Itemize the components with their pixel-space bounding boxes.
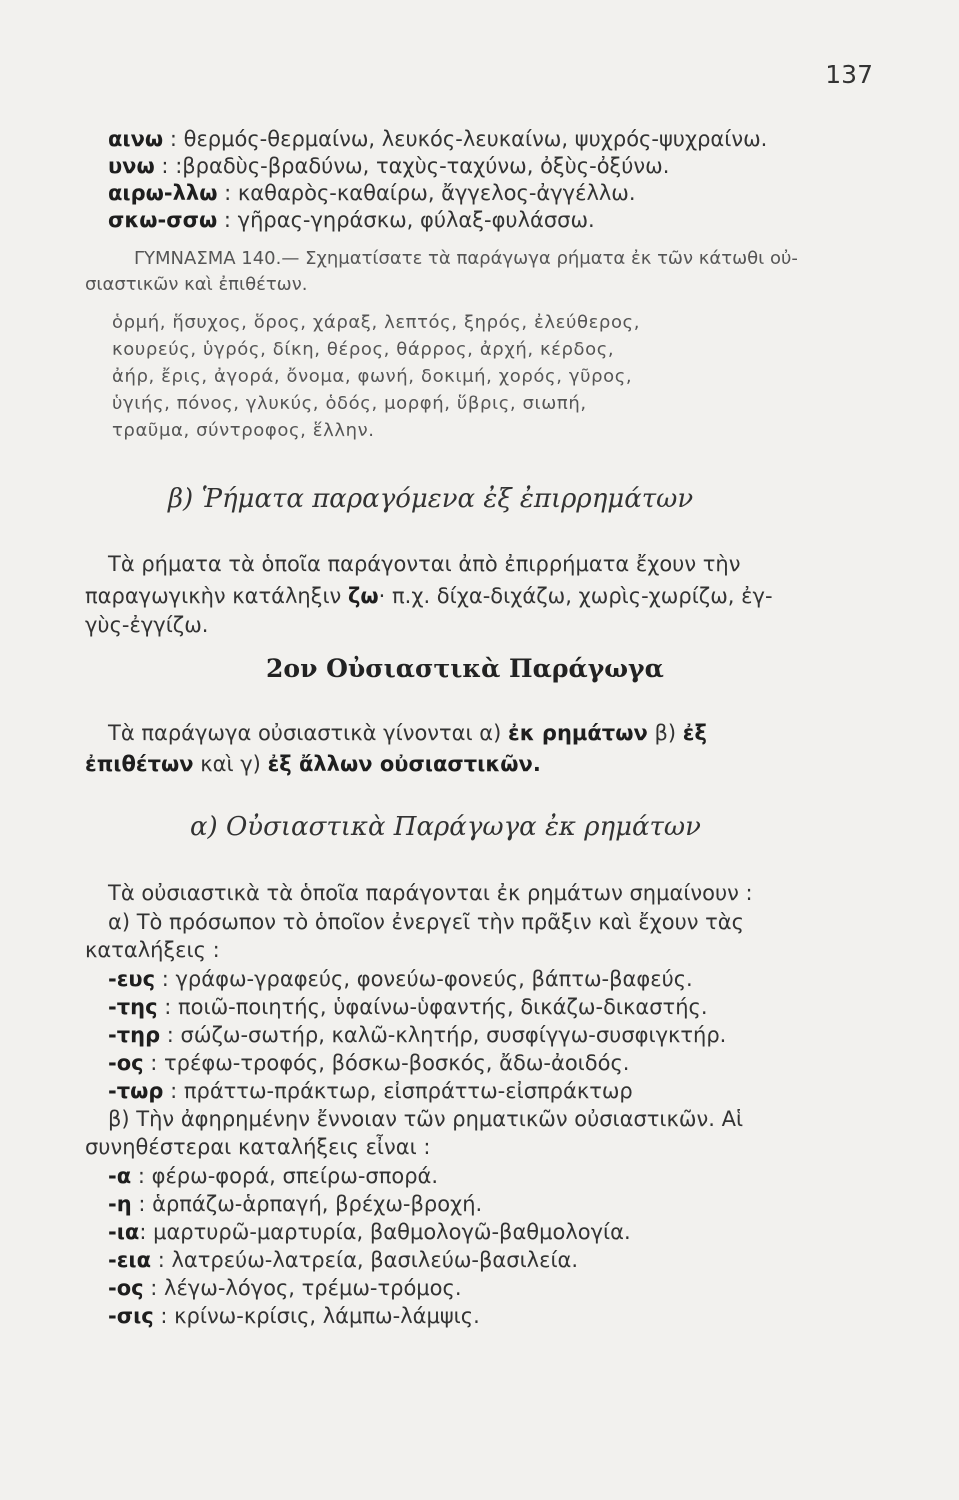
agent-suffix-line: -τηρ : σώζω-σωτήρ, καλῶ-κλητήρ, συσφίγγω-συσφιγκτήρ. bbox=[108, 1023, 727, 1047]
suffix-examples: :βραδὺς-βραδύνω, ταχὺς-ταχύνω, ὀξὺς-ὀξύνω. bbox=[175, 154, 670, 178]
abstract-suffix-line: -σις : κρίνω-κρίσις, λάμπω-λάμψις. bbox=[108, 1304, 480, 1328]
suffix-label: -ος bbox=[108, 1276, 144, 1300]
suffix-examples: καθαρὸς-καθαίρω, ἄγγελος-ἀγγέλλω. bbox=[237, 181, 636, 205]
exercise-word-line: ὁρμή, ἥσυχος, ὅρος, χάραξ, λεπτός, ξηρός, ἐλεύθερος, bbox=[112, 312, 641, 333]
suffix-label: -ος bbox=[108, 1051, 144, 1075]
verb-suffix-line: αινω : θερμός-θερμαίνω, λευκός-λευκαίνω, ψυχρός-ψυχραίνω. bbox=[108, 127, 768, 151]
intro-line-1: Τὰ παράγωγα οὐσιαστικὰ γίνονται α) ἐκ ρημάτων β) ἐξ bbox=[108, 721, 707, 745]
section-beta-paragraph-line-3: γὺς-ἐγγίζω. bbox=[85, 613, 209, 637]
suffix-label: υνω bbox=[108, 154, 155, 178]
exercise-word-line: κουρεύς, ὑγρός, δίκη, θέρος, θάρρος, ἀρχή, κέρδος, bbox=[112, 339, 615, 360]
suffix-examples: γῆρας-γηράσκω, φύλαξ-φυλάσσω. bbox=[237, 208, 595, 232]
section-alpha-line-3: καταλήξεις : bbox=[85, 938, 220, 962]
abstract-intro-line-1: β) Τὴν ἀφηρημένην ἔννοιαν τῶν ρηματικῶν οὐσιαστικῶν. Αἱ bbox=[108, 1107, 744, 1131]
verb-suffix-line: σκω-σσω : γῆρας-γηράσκω, φύλαξ-φυλάσσω. bbox=[108, 208, 595, 232]
abstract-intro-line-2: συνηθέστεραι καταλήξεις εἶναι : bbox=[85, 1135, 431, 1159]
abstract-suffix-line: -εια : λατρεύω-λατρεία, βασιλεύω-βασιλεία. bbox=[108, 1248, 579, 1272]
section-alpha-title: α) Οὐσιαστικὰ Παράγωγα ἐκ ρημάτων bbox=[190, 812, 701, 842]
abstract-suffix-line: -ος : λέγω-λόγος, τρέμω-τρόμος. bbox=[108, 1276, 462, 1300]
agent-suffix-line: -ος : τρέφω-τροφός, βόσκω-βοσκός, ἄδω-ἀοιδός. bbox=[108, 1051, 630, 1075]
intro-line-2: ἐπιθέτων καὶ γ) ἐξ ἄλλων οὐσιαστικῶν. bbox=[85, 752, 541, 776]
suffix-label: αινω bbox=[108, 127, 164, 151]
suffix-label: -τηρ bbox=[108, 1023, 161, 1047]
suffix-zo: ζω bbox=[347, 584, 379, 608]
agent-suffix-line: -ευς : γράφω-γραφεύς, φονεύω-φονεύς, βάπτω-βαφεύς. bbox=[108, 967, 693, 991]
suffix-label: -η bbox=[108, 1192, 132, 1216]
abstract-suffix-line: -η : ἁρπάζω-ἁρπαγή, βρέχω-βροχή. bbox=[108, 1192, 483, 1216]
agent-suffix-line: -της : ποιῶ-ποιητής, ὑφαίνω-ὑφαντής, δικάζω-δικαστής. bbox=[108, 995, 708, 1019]
verb-suffix-line: αιρω-λλω : καθαρὸς-καθαίρω, ἄγγελος-ἀγγέλλω. bbox=[108, 181, 636, 205]
abstract-suffix-line: -ια: μαρτυρῶ-μαρτυρία, βαθμολογῶ-βαθμολογία. bbox=[108, 1220, 631, 1244]
section-alpha-line-1: Τὰ οὐσιαστικὰ τὰ ὁποῖα παράγονται ἐκ ρημάτων σημαίνουν : bbox=[108, 881, 753, 905]
exercise-header-line-2: σιαστικῶν καὶ ἐπιθέτων. bbox=[85, 274, 308, 295]
suffix-label: -ευς bbox=[108, 967, 156, 991]
section-beta-paragraph-line-1: Τὰ ρήματα τὰ ὁποῖα παράγονται ἀπὸ ἐπιρρήματα ἔχουν τὴν bbox=[108, 552, 741, 576]
exercise-word-line: τραῦμα, σύντροφος, ἕλλην. bbox=[112, 420, 375, 441]
section-heading: 2ον Οὐσιαστικὰ Παράγωγα bbox=[266, 654, 664, 683]
page-number: 137 bbox=[825, 60, 873, 89]
verb-suffix-line: υνω : :βραδὺς-βραδύνω, ταχὺς-ταχύνω, ὀξὺς-ὀξύνω. bbox=[108, 154, 670, 178]
agent-suffix-line: -τωρ : πράττω-πράκτωρ, εἰσπράττω-εἰσπράκτωρ bbox=[108, 1079, 633, 1103]
exercise-header-line-1: ΓΥΜΝΑΣΜΑ 140.— Σχηματίσατε τὰ παράγωγα ρήματα ἐκ τῶν κάτωθι οὐ- bbox=[134, 248, 798, 269]
suffix-label: -ια bbox=[108, 1220, 140, 1244]
section-beta-paragraph-line-2: παραγωγικὴν κατάληξιν ζω· π.χ. δίχα-διχάζω, χωρὶς-χωρίζω, ἐγ- bbox=[85, 584, 773, 608]
section-beta-title: β) Ῥήματα παραγόμενα ἐξ ἐπιρρημάτων bbox=[168, 484, 694, 514]
section-alpha-line-2: α) Τὸ πρόσωπον τὸ ὁποῖον ἐνεργεῖ τὴν πρᾶξιν καὶ ἔχουν τὰς bbox=[108, 910, 744, 934]
suffix-label: -τωρ bbox=[108, 1079, 164, 1103]
abstract-suffix-line: -α : φέρω-φορά, σπείρω-σπορά. bbox=[108, 1164, 439, 1188]
suffix-label: -σις bbox=[108, 1304, 154, 1328]
exercise-word-line: ἀήρ, ἔρις, ἀγορά, ὄνομα, φωνή, δοκιμή, χορός, γῦρος, bbox=[112, 366, 633, 387]
suffix-label: σκω-σσω bbox=[108, 208, 218, 232]
exercise-word-line: ὑγιής, πόνος, γλυκύς, ὁδός, μορφή, ὕβρις, σιωπή, bbox=[112, 393, 587, 414]
suffix-label: -α bbox=[108, 1164, 132, 1188]
suffix-label: -της bbox=[108, 995, 158, 1019]
suffix-label: -εια bbox=[108, 1248, 152, 1272]
suffix-examples: θερμός-θερμαίνω, λευκός-λευκαίνω, ψυχρός-ψυχραίνω. bbox=[183, 127, 768, 151]
suffix-label: αιρω-λλω bbox=[108, 181, 218, 205]
